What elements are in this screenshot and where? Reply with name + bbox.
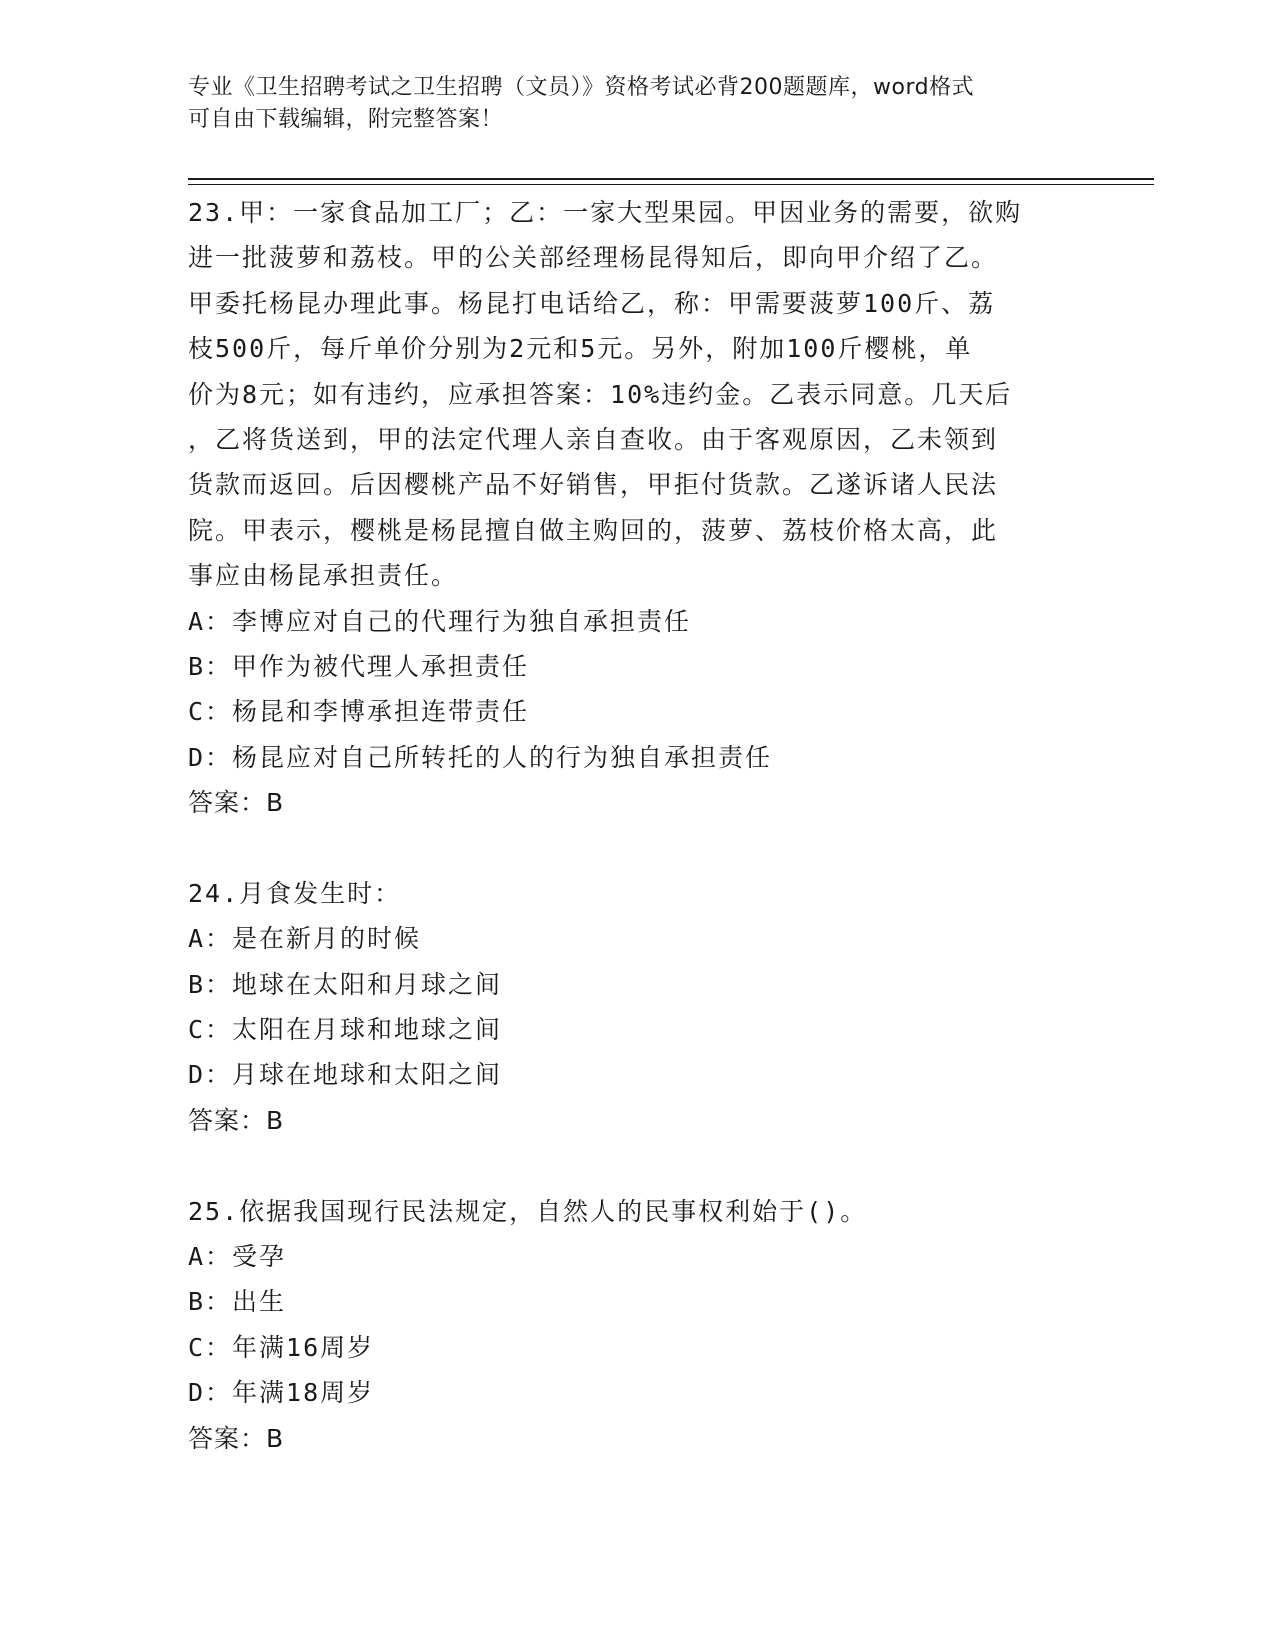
option-d: D：年满18周岁: [188, 1378, 375, 1408]
question-spacer: [188, 825, 1088, 870]
question-24: [188, 871, 1088, 1143]
option-a: A：是在新月的时候: [188, 924, 422, 954]
document-header: [188, 72, 1088, 136]
header-divider-thin: [188, 184, 1154, 185]
option-c: C：杨昆和李博承担连带责任: [188, 697, 530, 727]
option-d: D：杨昆应对自己所转托的人的行为独自承担责任: [188, 742, 773, 772]
question-stem-line: ，乙将货送到，甲的法定代理人亲自查收。由于客观原因，乙未领到: [188, 424, 999, 454]
question-stem-line: 25.依据我国现行民法规定，自然人的民事权利始于()。: [188, 1196, 868, 1226]
question-25: [188, 1189, 1088, 1461]
answer-line: 答案：B: [188, 1423, 285, 1453]
question-stem-line: 事应由杨昆承担责任。: [188, 561, 459, 591]
header-divider-thick: [188, 178, 1154, 180]
header-line-2: 可自由下载编辑，附完整答案！: [188, 107, 504, 132]
question-stem-line: 进一批菠萝和荔枝。甲的公关部经理杨昆得知后，即向甲介绍了乙。: [188, 243, 999, 273]
option-b: B：甲作为被代理人承担责任: [188, 651, 530, 681]
question-stem-line: 23.甲：一家食品加工厂；乙：一家大型果园。甲因业务的需要，欲购: [188, 198, 1023, 227]
option-a: A：受孕: [188, 1241, 287, 1271]
option-c: C：太阳在月球和地球之间: [188, 1015, 503, 1045]
question-list: [188, 190, 1088, 1461]
question-stem-line: 价为8元；如有违约，应承担答案：10%违约金。乙表示同意。几天后: [188, 379, 1013, 409]
answer-line: 答案：B: [188, 788, 285, 818]
answer-line: 答案：B: [188, 1105, 285, 1135]
option-b: B：地球在太阳和月球之间: [188, 969, 503, 999]
question-stem-line: 枝500斤，每斤单价分别为2元和5元。另外，附加100斤樱桃，单: [188, 334, 973, 364]
question-stem-line: 24.月食发生时：: [188, 878, 402, 908]
question-spacer: [188, 1143, 1088, 1188]
question-stem-line: 甲委托杨昆办理此事。杨昆打电话给乙，称：甲需要菠萝100斤、荔: [188, 288, 996, 318]
option-b: B：出生: [188, 1287, 287, 1317]
option-d: D：月球在地球和太阳之间: [188, 1060, 503, 1090]
option-a: A：李博应对自己的代理行为独自承担责任: [188, 606, 692, 636]
question-23: [188, 190, 1088, 825]
option-c: C：年满16周岁: [188, 1332, 375, 1362]
question-stem-line: 院。甲表示，樱桃是杨昆擅自做主购回的，菠萝、荔枝价格太高，此: [188, 515, 999, 545]
question-stem-line: 货款而返回。后因樱桃产品不好销售，甲拒付货款。乙遂诉诸人民法: [188, 470, 999, 500]
header-line-1: 专业《卫生招聘考试之卫生招聘（文员）》资格考试必背200题题库，word格式: [188, 75, 975, 100]
